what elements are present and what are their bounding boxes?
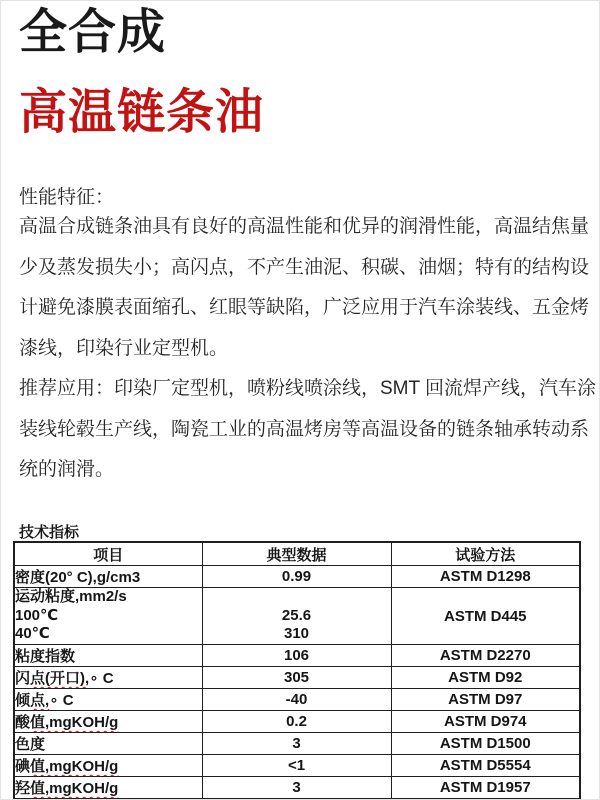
spec-row-density	[14, 566, 580, 588]
spec-value: 3	[202, 777, 391, 800]
spec-row-viscosity-index	[14, 645, 580, 667]
spec-method: ASTM D1957	[391, 777, 580, 800]
label-text-spellcheck: 点(开口),	[30, 670, 90, 687]
spec-row-hydroxyl-value	[14, 777, 580, 800]
spec-item-label	[14, 733, 202, 755]
spec-item-label	[14, 645, 202, 667]
spec-method: ASTM D445	[391, 588, 580, 645]
label-text: 倾	[15, 692, 31, 709]
spec-value: 106	[202, 645, 391, 667]
spec-value: -40	[202, 689, 391, 711]
spec-method: ASTM D1500	[391, 733, 580, 755]
spec-row-iodine-value	[14, 755, 580, 777]
label-text: 密度(20° C),g/cm3	[15, 569, 141, 586]
spec-value: 0.2	[202, 711, 391, 733]
spec-item-label	[14, 711, 202, 733]
label-text: ∘ C	[49, 692, 74, 709]
spec-row-pour-point	[14, 689, 580, 711]
spec-row-color	[14, 733, 580, 755]
value-line-1	[203, 588, 391, 607]
value-line-3: 310	[283, 625, 310, 643]
specs-heading: 技术指标	[19, 524, 80, 541]
value-line-2: 25.6	[281, 606, 312, 624]
label-text-spellcheck: 点,	[30, 692, 50, 709]
features-line-3: 计避免漆膜表面缩孔、红眼等缺陷，广泛应用于汽车涂装线、五金烤	[19, 297, 590, 318]
column-header-test-method: 试验方法	[391, 542, 580, 566]
spec-item-label	[14, 777, 202, 800]
spec-row-flash-point	[14, 667, 580, 689]
spec-method: ASTM D974	[391, 711, 580, 733]
label-text-spellcheck: 值,mgKOH/g	[30, 714, 119, 731]
applications-line-1: 推荐应用：印染厂定型机，喷粉线喷涂线，SMT 回流焊产线，汽车涂	[19, 378, 597, 399]
spec-value: <1	[202, 755, 391, 777]
product-title-line1: 全合成	[19, 6, 167, 59]
label-text: ∘ C	[89, 670, 114, 687]
spec-method: ASTM D97	[391, 689, 580, 711]
label-line-1: 运动粘度,mm2/s	[15, 588, 127, 606]
label-text: 碘	[15, 758, 31, 775]
spec-item-label	[14, 566, 202, 588]
features-line-1: 高温合成链条油具有良好的高温性能和优异的润滑性能，高温结焦量	[19, 216, 590, 237]
features-line-2: 少及蒸发损失小；高闪点，不产生油泥、积碳、油烟；特有的结构设	[19, 256, 590, 278]
spec-item-label	[14, 689, 202, 711]
features-paragraph	[19, 207, 589, 369]
applications-line-3: 统的润滑。	[19, 459, 115, 480]
specs-header-row	[14, 542, 580, 566]
label-text: 粘度指数	[15, 648, 76, 665]
column-header-typical-data: 典型数据	[202, 542, 391, 566]
label-text-spellcheck: 值,mgKOH/g	[30, 780, 119, 797]
applications-paragraph	[19, 369, 596, 491]
label-text-spellcheck: 值,mgKOH/g	[30, 758, 119, 775]
spec-item-label	[14, 667, 202, 689]
label-line-3: 40℃	[15, 625, 50, 643]
spec-method: ASTM D1298	[391, 566, 580, 588]
spec-value: 3	[202, 733, 391, 755]
spec-method: ASTM D5554	[391, 755, 580, 777]
label-text: 羟	[15, 780, 31, 797]
features-line-4: 漆线，印染行业定型机。	[19, 337, 229, 359]
label-line-2: 100℃	[15, 606, 59, 624]
features-heading: 性能特征：	[19, 187, 115, 208]
applications-line-2: 装线轮毂生产线，陶瓷工业的高温烤房等高温设备的链条轴承转动系	[19, 418, 590, 440]
spec-row-kinematic-viscosity	[14, 588, 580, 645]
spec-method: ASTM D2270	[391, 645, 580, 667]
spec-item-label	[14, 755, 202, 777]
spec-value: 0.99	[202, 566, 391, 588]
product-title-line2: 高温链条油	[19, 86, 265, 139]
spec-value: 305	[202, 667, 391, 689]
label-text: 闪	[15, 670, 31, 687]
label-text: 色度	[15, 736, 46, 753]
spec-method: ASTM D92	[391, 667, 580, 689]
specs-table	[13, 541, 581, 800]
column-header-item: 项目	[14, 542, 202, 566]
spec-value	[202, 588, 391, 645]
label-text: 酸	[15, 714, 31, 731]
spec-item-label	[14, 588, 202, 645]
spec-row-acid-value	[14, 711, 580, 733]
